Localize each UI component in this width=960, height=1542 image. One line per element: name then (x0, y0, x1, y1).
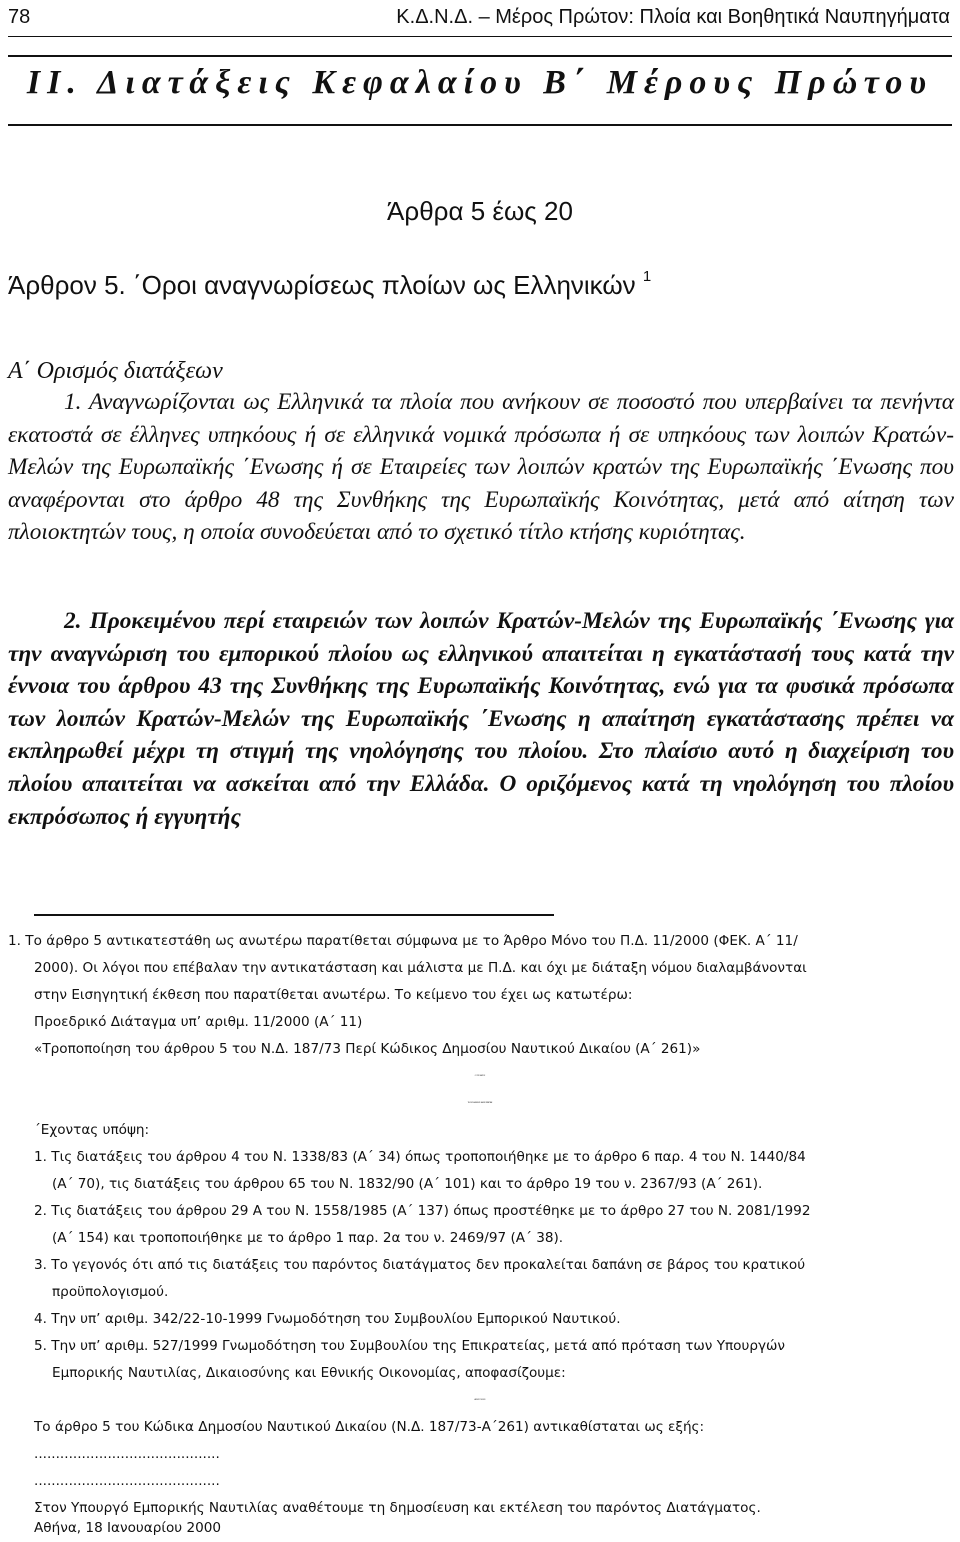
footnote-line: ........................................... (34, 1473, 220, 1489)
footnote-line: στην Εισηγητική έκθεση που παρατίθεται ανωτέρω. Το κείμενο του έχει ως κατωτέρω: (34, 987, 633, 1003)
footnote-line: Το άρθρο 5 του Κώδικα Δημοσίου Ναυτικού Δικαίου (Ν.Δ. 187/73-Α΄261) αντικαθίσταται ως εξής: (34, 1419, 705, 1435)
footnote-line: 5. Την υπ’ αριθμ. 527/1999 Γνωμοδότηση του Συμβουλίου της Επικρατείας, μετά από πρόταση των Υπουργών (34, 1338, 786, 1354)
footnote-line: Προεδρικό Διάταγμα υπ’ αριθμ. 11/2000 (Α΄ 11) (34, 1014, 363, 1030)
footnote-line: 1. Το άρθρο 5 αντικατεστάθη ως ανωτέρω παρατίθεται σύμφωνα με το Άρθρο Μόνο του Π.Δ. 11/2000 (ΦΕΚ. Α΄ 11/ (8, 933, 798, 949)
footnote-line: 1. Τις διατάξεις του άρθρου 4 του Ν. 1338/83 (Α΄ 34) όπως τροποποιήθηκε με το άρθρο 6 παρ. 4 του Ν. 1440/84 (34, 1149, 806, 1165)
section-heading: Α΄ Ορισμός διατάξεων (8, 358, 223, 384)
header-rule (8, 36, 952, 37)
footnote-line: Στον Υπουργό Εμπορικής Ναυτιλίας αναθέτουμε τη δημοσίευση και εκτέλεση του παρόντος Διατάγματος. (34, 1500, 761, 1516)
footnote-line: ΑΡΘΡΟ ΜΟΝΟ (474, 1400, 486, 1401)
footnote-line: προϋπολογισμού. (52, 1284, 169, 1300)
footnote-line: Αθήνα, 18 Ιανουαρίου 2000 (34, 1520, 222, 1536)
articles-range: Άρθρα 5 έως 20 (387, 196, 573, 226)
part-title-top-rule (8, 55, 952, 57)
footnote-line: «Τροποποίηση του άρθρου 5 του Ν.Δ. 187/73 Περί Κώδικος Δημοσίου Ναυτικού Δικαίου (Α΄ 261)» (34, 1041, 701, 1057)
running-title: Κ.Δ.Ν.Δ. – Μέρος Πρώτον: Πλοία και Βοηθητικά Ναυπηγήματα (396, 6, 950, 28)
footnote-rule (34, 914, 554, 916)
footnote-line: 2. Τις διατάξεις του άρθρου 29 Α του Ν. 1558/1985 (Α΄ 137) όπως προστέθηκε με το άρθρο 27 του Ν. 2081/1992 (34, 1203, 811, 1219)
article-title (8, 270, 651, 301)
footnote-line: ΄Εχοντας υπόψη: (34, 1122, 150, 1138)
footnote-line: (Α΄ 154) και τροποποιήθηκε με το άρθρο 1 παρ. 2α του ν. 2469/97 (Α΄ 38). (52, 1230, 564, 1246)
footnote-line: (Α΄ 70), τις διατάξεις του άρθρου 65 του Ν. 1832/90 (Α΄ 101) και το άρθρο 19 του ν. 2367/93 (Α΄ 261). (52, 1176, 763, 1192)
paragraph-1: 1. Αναγνωρίζονται ως Ελληνικά τα πλοία που ανήκουν σε ποσοστό που υπερβαίνει τα πενήντα εκατοστά σε έλληνες υπηκόους ή σε ελληνικά νομικά πρόσωπα ή σε υπηκόους των λοιπών Κρατών-Μελών της Ευρωπαϊκής ΄Ενωσης ή σε Εταιρείες των λοιπών κρατών της Ευρωπαϊκής ΄Ενωσης που αναφέρονται στο άρθρο 48 της Συνθήκης της Ευρωπαϊκής Κοινότητας, μετά από αίτηση των πλοιοκτητών τους, η οποία συνοδεύεται από το σχετικό τίτλο κτήσης κυριότητας. (8, 389, 954, 546)
page-number: 78 (8, 6, 31, 28)
part-title-bottom-rule (8, 124, 952, 126)
paragraph-2: 2. Προκειμένου περί εταιρειών των λοιπών Κρατών-Μελών της Ευρωπαϊκής ΄Ενωσης για την αναγνώριση του εμπορικού πλοίου ως ελληνικού απαιτείται η εγκατάστασή τους κατά την έννοια του άρθρου 43 της Συνθήκης της Ευρωπαϊκής Κοινότητας, ενώ για τα φυσικά πρόσωπα των λοιπών Κρατών-Μελών της Ευρωπαϊκής ΄Ενωσης η απαίτηση εγκατάστασης πρέπει να εκπληρωθεί μέχρι τη στιγμή της νηολόγησης του πλοίου. Στο πλαίσιο αυτό η διαχείριση του πλοίου απαιτείται να ασκείται από την Ελλάδα. Ο οριζόμενος κατά τη νηολόγηση του πλοίου εκπρόσωπος ή εγγυητής (8, 608, 954, 830)
article-title-text: Άρθρον 5. ΄Οροι αναγνωρίσεως πλοίων ως Ελληνικών (8, 270, 636, 300)
footnote-line: ........................................... (34, 1446, 220, 1462)
footnote-line: Ο ΠΡΟΕΔΡΟΣ (474, 1076, 486, 1077)
footnote-reference: 1 (642, 268, 652, 285)
footnote-line: Εμπορικής Ναυτιλίας, Δικαιοσύνης και Εθνικής Οικονομίας, αποφασίζουμε: (52, 1365, 566, 1381)
footnote-line: ΤΗΣ ΕΛΛΗΝΙΚΗΣ ΔΗΜΟΚΡΑΤΙΑΣ (467, 1103, 493, 1104)
footnote-line: 4. Την υπ’ αριθμ. 342/22-10-1999 Γνωμοδότηση του Συμβουλίου Εμπορικού Ναυτικού. (34, 1311, 621, 1327)
footnote-line: 3. Το γεγονός ότι από τις διατάξεις του παρόντος διατάγματος δεν προκαλείται δαπάνη σε βάρος του κρατικού (34, 1257, 806, 1273)
footnote-line: 2000). Οι λόγοι που επέβαλαν την αντικατάσταση και μάλιστα με Π.Δ. και όχι με διάταξη νόμου διαλαμβάνονται (34, 960, 807, 976)
part-title: ΙΙ. Διατάξεις Κεφαλαίου Β΄ Μέρους Πρώτου (26, 64, 934, 101)
